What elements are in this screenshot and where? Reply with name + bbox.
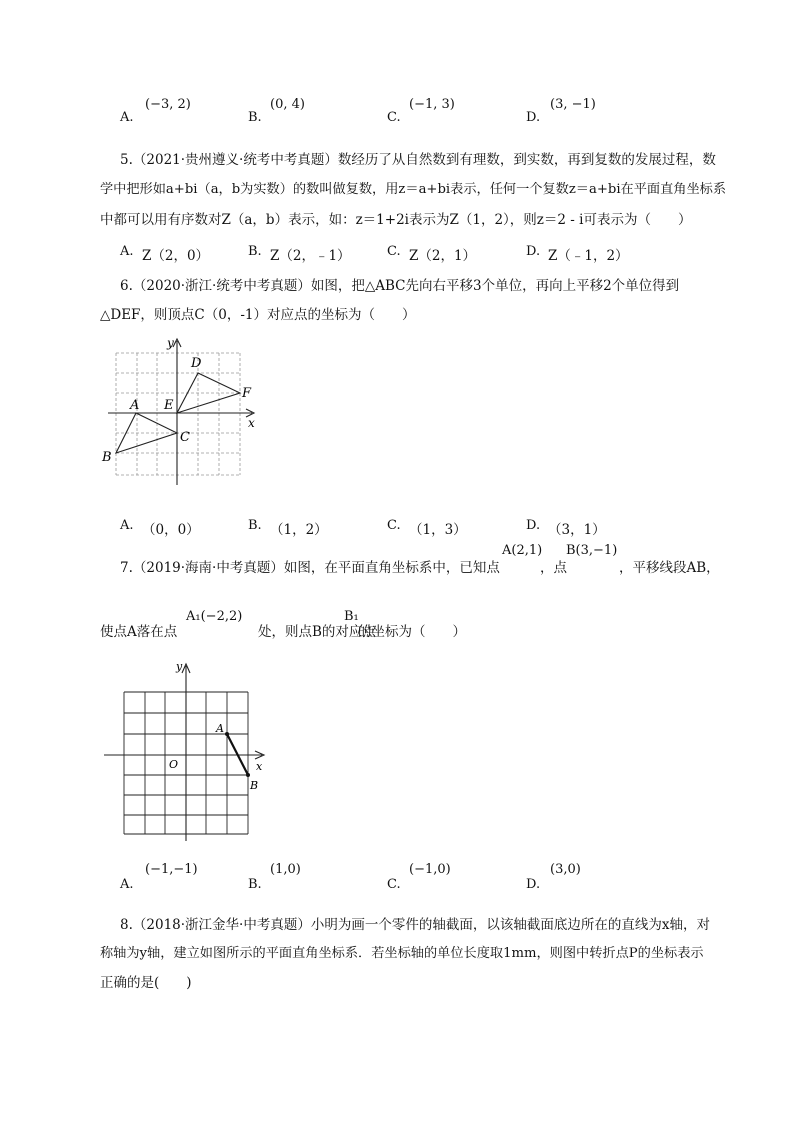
q7-source: （2019·海南·中考真题） xyxy=(132,560,284,576)
q8-source: （2018·浙江金华·中考真题） xyxy=(132,917,311,933)
q7-option-a-value: (−1,−1) xyxy=(145,862,198,877)
q6-label-c: C xyxy=(180,430,190,445)
q7-label-a: A xyxy=(216,722,224,735)
q7-label-y: y xyxy=(176,660,183,673)
q7-option-c-value: (−1,0) xyxy=(409,862,451,877)
q6-option-d-value: （3，1） xyxy=(548,522,606,538)
q4-option-d-value: (3, −1) xyxy=(550,97,596,112)
q6-option-c-value: （1，3） xyxy=(409,522,467,538)
q7-option-b-value: (1,0) xyxy=(270,862,301,877)
q5-line2: 学中把形如a+bi（a，b为实数）的数叫做复数，用z＝a+bi表示，任何一个复数z＝a+bi在平面直角坐标系 xyxy=(100,182,727,197)
q8-text-1: 小明为画一个零件的轴截面，以该轴截面底边所在的直线为x轴，对 xyxy=(310,917,710,933)
q7-option-c-letter: C. xyxy=(387,877,401,892)
q8-line3: 正确的是( ) xyxy=(100,975,192,991)
q5-number: 5. xyxy=(120,152,133,168)
q7-label-x: x xyxy=(256,760,263,773)
q6-text-1: 如图，把△ABC先向右平移3个单位，再向上平移2个单位得到 xyxy=(310,278,680,294)
q7-option-d-value: (3,0) xyxy=(550,862,581,877)
q7-point-b-dot xyxy=(246,773,250,777)
q5-option-a-value: Z（2，0） xyxy=(142,248,210,264)
q7-point-a: A(2,1) xyxy=(502,543,543,558)
q7-point-a-dot xyxy=(225,732,229,736)
q6-label-b: B xyxy=(102,450,112,465)
q5-option-d-letter: D. xyxy=(526,244,541,259)
q6-number: 6. xyxy=(120,278,133,294)
q7-label-b: B xyxy=(250,779,259,792)
q6-label-y: y xyxy=(167,336,174,350)
q5-option-d-value: Z（﹣1，2） xyxy=(548,248,629,264)
q7-option-b-letter: B. xyxy=(248,877,262,892)
q7-axes xyxy=(104,664,264,841)
q7-option-a-letter: A. xyxy=(120,877,134,892)
q7-text-2c: 的坐标为（ ） xyxy=(358,624,466,640)
q7-point-a1: A₁(−2,2) xyxy=(186,609,243,624)
q7-text-1b: ，点 xyxy=(540,560,567,576)
q6-label-d: D xyxy=(191,356,202,371)
q6-option-a-value: （0，0） xyxy=(142,522,200,538)
q6-figure xyxy=(100,335,270,490)
q7-label-o: O xyxy=(169,758,179,771)
q6-grid xyxy=(116,353,240,475)
q5-line3: 中都可以用有序数对Z（a，b）表示，如：z＝1+2i表示为Z（1，2），则z＝2 - i可表示为（ ） xyxy=(100,212,692,228)
q7-text-1c: ，平移线段AB， xyxy=(619,560,720,576)
q6-line1 xyxy=(120,276,679,296)
q6-source: （2020·浙江·统考中考真题） xyxy=(132,278,311,294)
q7-point-b1: B₁ xyxy=(344,609,359,624)
q6-option-b-value: （1，2） xyxy=(270,522,328,538)
q7-figure xyxy=(100,658,270,843)
q6-option-b-letter: B. xyxy=(248,518,262,533)
q4-option-b-value: (0, 4) xyxy=(270,97,305,112)
q7-text-2a: 使点A落在点 xyxy=(100,624,178,640)
q4-option-c-value: (−1, 3) xyxy=(409,97,455,112)
q4-option-a-letter: A. xyxy=(120,110,134,125)
q6-option-a-letter: A. xyxy=(120,518,134,533)
q5-option-b-letter: B. xyxy=(248,244,262,259)
q6-option-d-letter: D. xyxy=(526,518,541,533)
q4-option-c-letter: C. xyxy=(387,110,401,125)
q5-option-c-letter: C. xyxy=(387,244,401,259)
q6-label-f: F xyxy=(242,386,252,401)
q6-label-x: x xyxy=(248,416,255,430)
q7-option-d-letter: D. xyxy=(526,877,541,892)
q6-option-c-letter: C. xyxy=(387,518,401,533)
q4-option-a-value: (−3, 2) xyxy=(145,97,191,112)
q7-number: 7. xyxy=(120,560,133,576)
q8-number: 8. xyxy=(120,917,133,933)
q6-label-e: E xyxy=(164,398,174,413)
q4-option-d-letter: D. xyxy=(526,110,541,125)
q6-line2: △DEF，则顶点C（0，-1）对应点的坐标为（ ） xyxy=(100,307,416,323)
q5-option-b-value: Z（2，﹣1） xyxy=(270,248,351,264)
q6-label-a: A xyxy=(130,398,140,413)
q8-line2: 称轴为y轴，建立如图所示的平面直角坐标系．若坐标轴的单位长度取1mm，则图中转折点P的坐标表示 xyxy=(100,946,704,961)
q8-line1 xyxy=(120,915,710,935)
q7-line1-left xyxy=(120,558,500,578)
q5-source: （2021·贵州遵义·统考中考真题） xyxy=(132,152,338,168)
q7-text-2b: 处，则点B的对应点 xyxy=(258,624,376,640)
q7-text-1a: 如图，在平面直角坐标系中，已知点 xyxy=(283,560,500,576)
q5-option-c-value: Z（2，1） xyxy=(409,248,477,264)
q5-text-1: 数经历了从自然数到有理数，到实数，再到复数的发展过程，数 xyxy=(337,152,716,168)
q7-point-b: B(3,−1) xyxy=(566,543,618,558)
q5-option-a-letter: A. xyxy=(120,244,134,259)
q5-line1 xyxy=(120,150,716,170)
q4-option-b-letter: B. xyxy=(248,110,262,125)
